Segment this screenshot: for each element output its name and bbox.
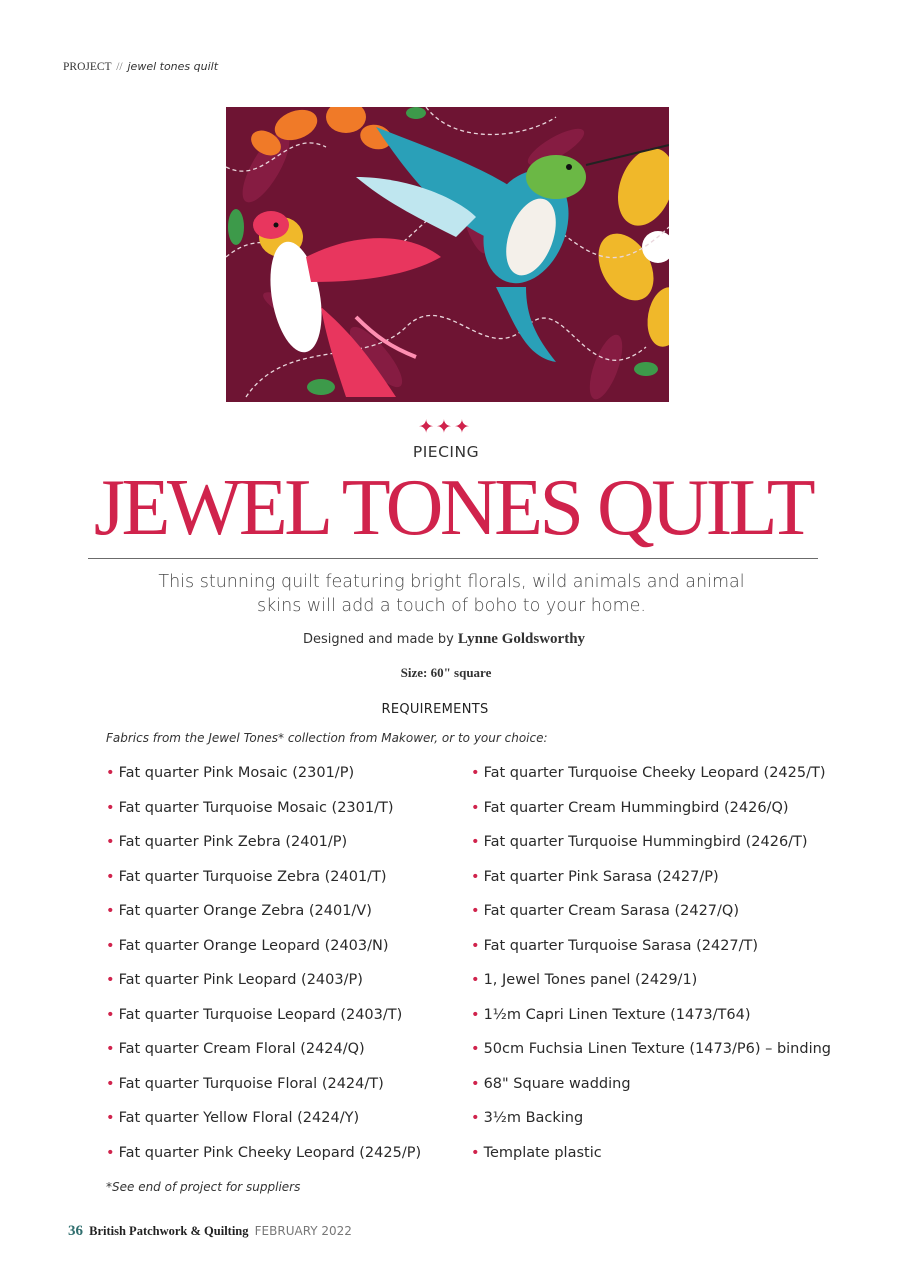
section-label: PIECING (412, 443, 480, 461)
running-header (63, 60, 218, 73)
bullet-icon: • (106, 937, 115, 954)
bullet-icon: • (471, 1144, 480, 1161)
requirements-list-left (106, 756, 421, 1170)
title-divider (88, 558, 818, 559)
list-item (471, 825, 831, 860)
bullet-icon: • (106, 868, 115, 885)
bullet-icon: • (471, 1075, 480, 1092)
designer-name: Lynne Goldsworthy (457, 631, 586, 647)
list-item-text: Fat quarter Turquoise Cheeky Leopard (2425/T) (483, 765, 826, 781)
page-number: 36 (68, 1223, 83, 1239)
bullet-icon: • (471, 937, 480, 954)
list-item-text: 68" Square wadding (483, 1075, 631, 1092)
list-item-text: Fat quarter Cream Sarasa (2427/Q) (483, 903, 739, 919)
list-item (471, 1032, 831, 1067)
list-item-text: Fat quarter Turquoise Mosaic (2301/T) (118, 799, 394, 816)
bullet-icon: • (106, 903, 115, 919)
list-item (106, 1101, 421, 1136)
list-item (106, 929, 421, 964)
list-item-text: 50cm Fuchsia Linen Texture (1473/P6) – binding (483, 1041, 831, 1057)
suppliers-footnote: *See end of project for suppliers (106, 1180, 301, 1194)
list-item (471, 860, 831, 895)
bullet-icon: • (106, 1006, 115, 1023)
list-item-text: Fat quarter Turquoise Floral (2424/T) (118, 1075, 384, 1092)
intro-text: This stunning quilt featuring bright florals, wild animals and animal skins will add a touch of boho to your home. (158, 572, 745, 616)
list-item (471, 791, 831, 826)
bullet-icon: • (471, 1041, 480, 1057)
list-item-text: Fat quarter Turquoise Leopard (2403/T) (118, 1006, 403, 1023)
list-item (471, 963, 831, 998)
bullet-icon: • (471, 1006, 480, 1023)
decorative-diamonds: ✦✦✦ (418, 416, 472, 438)
list-item (471, 756, 831, 791)
list-item (106, 963, 421, 998)
list-item (471, 998, 831, 1033)
list-item (106, 756, 421, 791)
list-item (471, 1136, 831, 1171)
list-item-text: Fat quarter Pink Mosaic (2301/P) (118, 765, 355, 781)
list-item-text: Fat quarter Cream Floral (2424/Q) (118, 1041, 365, 1057)
list-item (471, 1101, 831, 1136)
list-item-text: Fat quarter Turquoise Zebra (2401/T) (118, 868, 387, 885)
bullet-icon: • (471, 799, 480, 816)
list-item-text: Fat quarter Turquoise Sarasa (2427/T) (483, 937, 759, 954)
issue-date: FEBRUARY 2022 (254, 1224, 352, 1238)
list-item-text: 3½m Backing (483, 1110, 584, 1126)
credit-prefix: Designed and made by (302, 632, 454, 647)
hummingbird-fabric-photo (226, 107, 669, 402)
list-item-text: Fat quarter Pink Leopard (2403/P) (118, 972, 363, 988)
magazine-name: British Patchwork & Quilting (89, 1224, 249, 1238)
bullet-icon: • (471, 765, 480, 781)
list-item (471, 894, 831, 929)
page-footer (68, 1223, 352, 1240)
bullet-icon: • (106, 972, 115, 988)
bullet-icon: • (106, 1041, 115, 1057)
bullet-icon: • (106, 1110, 115, 1126)
list-item (471, 1067, 831, 1102)
bullet-icon: • (106, 765, 115, 781)
bullet-icon: • (106, 1144, 115, 1161)
bullet-icon: • (471, 868, 480, 885)
bullet-icon: • (106, 799, 115, 816)
requirements-heading: REQUIREMENTS (381, 702, 489, 717)
list-item-text: 1½m Capri Linen Texture (1473/T64) (483, 1006, 751, 1023)
designer-credit (0, 631, 888, 648)
list-item (106, 825, 421, 860)
bullet-icon: • (106, 1075, 115, 1092)
bullet-icon: • (471, 1110, 480, 1126)
header-subtitle: jewel tones quilt (127, 60, 219, 73)
header-separator: // (116, 61, 123, 73)
list-item (106, 998, 421, 1033)
bullet-icon: • (106, 834, 115, 850)
list-item (471, 929, 831, 964)
list-item (106, 1067, 421, 1102)
list-item-text: Fat quarter Yellow Floral (2424/Y) (118, 1110, 360, 1126)
list-item-text: 1, Jewel Tones panel (2429/1) (483, 972, 698, 988)
list-item-text: Fat quarter Orange Leopard (2403/N) (118, 937, 389, 954)
list-item-text: Fat quarter Orange Zebra (2401/V) (118, 903, 372, 919)
list-item (106, 1136, 421, 1171)
header-section: PROJECT (63, 61, 112, 73)
quilt-size: Size: 60" square (400, 665, 492, 680)
list-item (106, 860, 421, 895)
list-item (106, 894, 421, 929)
list-item-text: Fat quarter Pink Zebra (2401/P) (118, 834, 348, 850)
fabrics-note: Fabrics from the Jewel Tones* collection from Makower, or to your choice: (106, 731, 548, 745)
article-title: JEWEL TONES QUILT (93, 464, 813, 552)
bullet-icon: • (471, 903, 480, 919)
bullet-icon: • (471, 972, 480, 988)
list-item-text: Fat quarter Pink Sarasa (2427/P) (483, 868, 719, 885)
list-item-text: Fat quarter Pink Cheeky Leopard (2425/P) (118, 1144, 422, 1161)
requirements-list-right (471, 756, 831, 1170)
list-item-text: Fat quarter Cream Hummingbird (2426/Q) (483, 799, 789, 816)
list-item-text: Template plastic (483, 1144, 602, 1161)
list-item (106, 1032, 421, 1067)
bullet-icon: • (471, 834, 480, 850)
list-item (106, 791, 421, 826)
list-item-text: Fat quarter Turquoise Hummingbird (2426/T) (483, 834, 808, 850)
